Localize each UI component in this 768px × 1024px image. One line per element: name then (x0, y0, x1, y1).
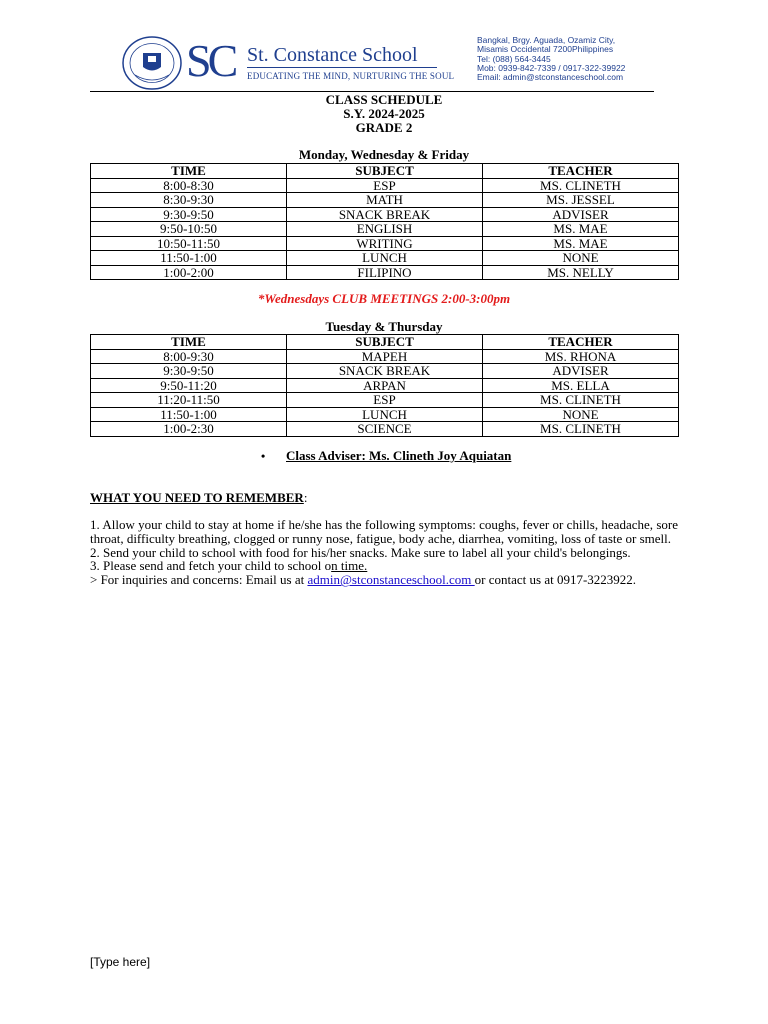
cell-subject: WRITING (287, 236, 483, 251)
col-header-time: TIME (91, 164, 287, 179)
cell-time: 9:30-9:50 (91, 364, 287, 379)
class-adviser (261, 448, 511, 464)
table-row (91, 349, 679, 364)
inquiry-text: > For inquiries and concerns: Email us at (90, 572, 308, 588)
table-row (91, 178, 679, 193)
cell-teacher: MS. RHONA (483, 349, 679, 364)
cell-subject: SCIENCE (287, 422, 483, 437)
table-row (91, 407, 679, 422)
table-row (91, 364, 679, 379)
cell-time: 8:00-9:30 (91, 349, 287, 364)
email: Email: admin@stconstanceschool.com (477, 72, 624, 83)
table-row (91, 193, 679, 208)
cell-time: 1:00-2:30 (91, 422, 287, 437)
cell-teacher: MS. CLINETH (483, 422, 679, 437)
doc-title: CLASS SCHEDULE (325, 92, 443, 107)
cell-time: 1:00-2:00 (91, 265, 287, 280)
cell-subject: SNACK BREAK (287, 364, 483, 379)
grade-level: GRADE 2 (355, 120, 413, 135)
mobile: Mob: 0939-842-7339 / 0917-322-39922 (477, 62, 626, 73)
reminder-item-3 (90, 559, 678, 573)
mwf-heading: Monday, Wednesday & Friday (298, 147, 470, 162)
cell-teacher: MS. ELLA (483, 378, 679, 393)
cell-subject: ENGLISH (287, 222, 483, 237)
cell-teacher: MS. JESSEL (483, 193, 679, 208)
cell-teacher: MS. CLINETH (483, 178, 679, 193)
remember-heading-text: WHAT YOU NEED TO REMEMBER (90, 490, 304, 505)
reminder-item-2: 2. Send your child to school with food for his/her snacks. Make sure to label all your child's belongings. (90, 544, 631, 560)
mwf-schedule-table (90, 163, 679, 280)
cell-teacher: MS. MAE (483, 236, 679, 251)
cell-teacher: ADVISER (483, 207, 679, 222)
address-line-1: Bangkal, Brgy. Aguada, Ozamiz City, (477, 35, 616, 45)
col-header-subject: SUBJECT (287, 335, 483, 350)
table-header-row (91, 164, 679, 179)
remember-heading (90, 490, 307, 506)
cell-time: 8:00-8:30 (91, 178, 287, 193)
cell-subject: FILIPINO (287, 265, 483, 280)
sc-logo-mark: SC (186, 35, 235, 86)
cell-time: 11:20-11:50 (91, 393, 287, 408)
table-header-row (91, 335, 679, 350)
table-row (91, 207, 679, 222)
cell-teacher: NONE (483, 407, 679, 422)
inquiry-contact: or contact us at 0917-3223922. (474, 572, 637, 588)
table-row (91, 251, 679, 266)
col-header-subject: SUBJECT (287, 164, 483, 179)
cell-subject: ARPAN (287, 378, 483, 393)
col-header-time: TIME (91, 335, 287, 350)
tth-heading: Tuesday & Thursday (325, 319, 443, 334)
school-year: S.Y. 2024-2025 (343, 106, 425, 121)
brand-divider (247, 67, 437, 68)
cell-subject: ESP (287, 393, 483, 408)
cell-subject: ESP (287, 178, 483, 193)
cell-time: 8:30-9:30 (91, 193, 287, 208)
cell-teacher: MS. MAE (483, 222, 679, 237)
table-row (91, 265, 679, 280)
footer-placeholder: [Type here] (90, 955, 151, 969)
cell-time: 9:50-11:20 (91, 378, 287, 393)
cell-time: 11:50-1:00 (91, 251, 287, 266)
table-row (91, 222, 679, 237)
cell-teacher: MS. NELLY (483, 265, 679, 280)
inquiry-line (90, 573, 678, 587)
tth-schedule-table (90, 334, 679, 437)
cell-teacher: MS. CLINETH (483, 393, 679, 408)
remember-heading-colon: : (303, 490, 308, 505)
table-row (91, 422, 679, 437)
cell-subject: SNACK BREAK (287, 207, 483, 222)
school-seal-icon (121, 35, 183, 91)
table-row (91, 378, 679, 393)
address-line-2: Misamis Occidental 7200Philippines (477, 44, 614, 55)
cell-subject: MATH (287, 193, 483, 208)
cell-time: 11:50-1:00 (91, 407, 287, 422)
school-tagline: EDUCATING THE MIND, NURTURING THE SOUL (247, 71, 455, 81)
reminder-item-1: 1. Allow your child to stay at home if he/she has the following symptoms: coughs, fever or chills, headache, sore throat, difficulty breathing, clogged or runny nose, fatigue, body ache, diarrhea, vomiting, loss of taste or smell. (90, 517, 678, 546)
bullet-icon: • (261, 449, 266, 463)
email-link[interactable]: admin@stconstanceschool.com (307, 572, 475, 588)
table-row (91, 236, 679, 251)
cell-teacher: ADVISER (483, 364, 679, 379)
table-row (91, 393, 679, 408)
cell-time: 10:50-11:50 (91, 236, 287, 251)
cell-time: 9:30-9:50 (91, 207, 287, 222)
reminder-notes (90, 518, 678, 587)
cell-subject: MAPEH (287, 349, 483, 364)
cell-teacher: NONE (483, 251, 679, 266)
reminder-item-3-text: 3. Please send and fetch your child to school o (90, 558, 332, 574)
class-adviser-text: Class Adviser: Ms. Clineth Joy Aquiatan (286, 448, 512, 463)
cell-time: 9:50-10:50 (91, 222, 287, 237)
school-name: St. Constance School (247, 44, 418, 66)
cell-subject: LUNCH (287, 407, 483, 422)
reminder-item-3-underlined: n time. (331, 558, 368, 574)
club-meeting-note: *Wednesdays CLUB MEETINGS 2:00-3:00pm (257, 291, 511, 306)
col-header-teacher: TEACHER (483, 335, 679, 350)
contact-block (477, 36, 625, 82)
cell-subject: LUNCH (287, 251, 483, 266)
telephone: Tel: (088) 564-3445 (477, 53, 551, 64)
col-header-teacher: TEACHER (483, 164, 679, 179)
